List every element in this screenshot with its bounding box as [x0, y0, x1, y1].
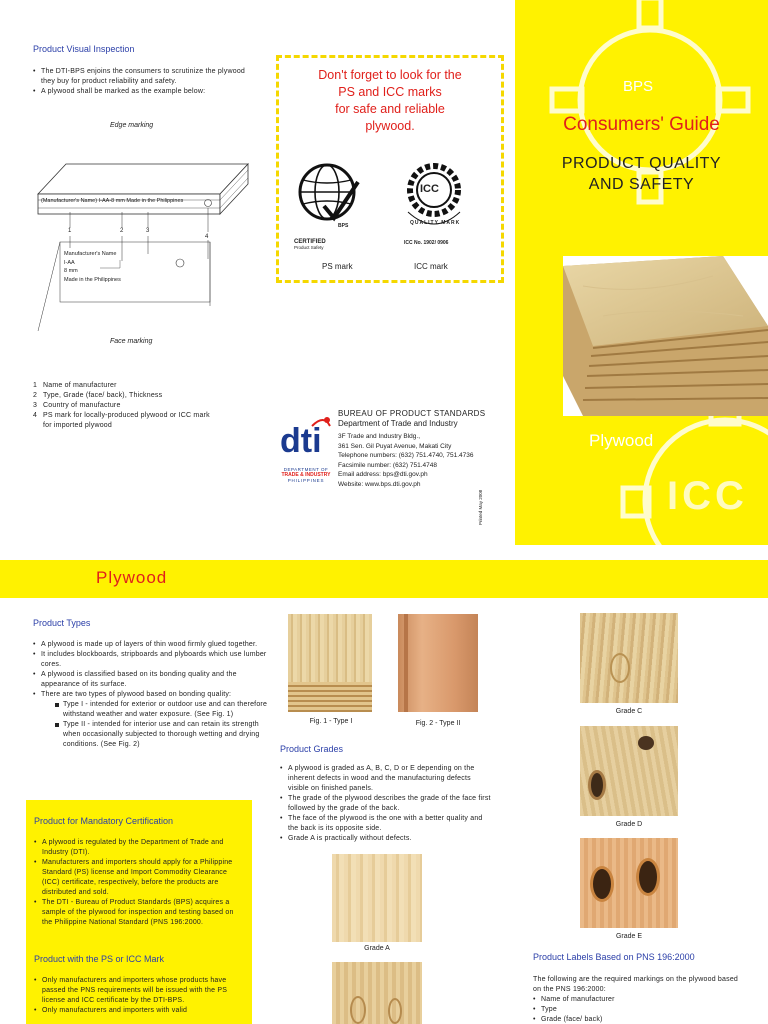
grade-e-photo — [580, 838, 678, 928]
product-grades-title: Product Grades — [280, 744, 344, 754]
list-item: • Type — [533, 1005, 743, 1015]
svg-text:dti: dti — [280, 422, 322, 460]
board-top — [38, 164, 248, 194]
list-item: • Grade (face/ back) — [533, 1015, 743, 1024]
grade-d-caption: Grade D — [615, 821, 643, 828]
list-item: • Only manufacturers and importers whose products have passed the PNS requirements will be issued with the PS license and ICC certificate by the DTI-BPS. — [34, 976, 244, 1006]
dti-logo-sub3: PHILIPPINES — [287, 478, 325, 483]
department-name: Department of Trade and Industry — [338, 419, 458, 428]
face-marking-label: Face marking — [110, 338, 153, 345]
legend-row: 2 Type, Grade (face/ back), Thickness — [33, 392, 163, 399]
plywood-marking-diagram — [30, 156, 250, 346]
fig1-photo — [288, 614, 372, 712]
edge-marking-label: Edge marking — [110, 122, 154, 129]
edge-number-4: 4 — [205, 234, 209, 240]
mandatory-title: Product for Mandatory Certification — [34, 816, 174, 826]
plywood-cover-label: Plywood — [589, 431, 654, 450]
icc-seal-ring-text: QUALITY MARK — [410, 220, 461, 226]
product-grades-list — [280, 764, 492, 844]
product-types-list — [33, 640, 269, 750]
product-labels-title: Product Labels Based on PNS 196:2000 — [533, 952, 695, 962]
grade-e-caption: Grade E — [615, 933, 643, 940]
ps-mark-label: PS mark — [322, 262, 353, 271]
face-marking-text: Manufacturer's Name I-AA 8 mm Made in the Philippines — [64, 251, 121, 283]
marking-legend — [33, 381, 248, 431]
list-item: • A plywood is regulated by the Department of Trade and Industry (DTI). — [34, 838, 244, 858]
visual-inspection-list — [33, 67, 247, 97]
legend-row: 1 Name of manufacturer — [33, 382, 117, 389]
legend-row: 3 Country of manufacture — [33, 402, 121, 409]
mandatory-list — [34, 838, 244, 928]
cover-panel — [515, 0, 768, 545]
list-item: Type II - intended for interior use and can retain its strength when occasionally subjected to thorough wetting and drying conditions. (See Fig. 2) — [55, 720, 269, 750]
list-item: • The grade of the plywood describes the grade of the face first followed by the grade of the back. — [280, 794, 492, 814]
reminder-text: Don't forget to look for the PS and ICC marks for safe and reliable plywood. — [318, 68, 462, 133]
visual-inspection-title: Product Visual Inspection — [33, 44, 135, 54]
fig1-caption: Fig. 1 - Type I — [309, 718, 353, 725]
list-item: Type I - intended for exterior or outdoor use and can therefore withstand weather and water exposure. (See Fig. 1) — [55, 700, 269, 720]
bps-watermark: BPS — [623, 78, 654, 95]
grade-d-photo — [580, 726, 678, 816]
grade-a-photo — [332, 854, 422, 942]
grade-a-caption: Grade A — [364, 945, 390, 952]
ps-seal-subtitle: Product Safety — [294, 245, 324, 250]
cover-title: Consumers' Guide — [563, 114, 720, 135]
edge-number-1: 1 — [68, 228, 72, 234]
printed-date: Printed May 2008 — [478, 489, 483, 525]
dti-address: 3F Trade and Industry Bldg., 361 Sen. Gil Puyat Avenue, Makati City Telephone numbers: (632) 751.4740, 751.4736 Facsimile number: (632) 751.4748 Email address: bps@dti.gov.ph Website: www.bps.dti.gov.ph — [338, 433, 474, 488]
list-item: • The DTI-BPS enjoins the consumers to scrutinize the plywood they buy for product reliability and safety. — [33, 67, 247, 87]
icc-seal-center: ICC — [420, 183, 439, 195]
ps-seal-certified: CERTIFIED — [294, 239, 326, 245]
list-item: • The DTI - Bureau of Product Standards (BPS) acquires a sample of the plywood for inspection and testing based on the Philippine National Standard (PNS 196:2000. — [34, 898, 244, 928]
list-item: • It includes blockboards, stripboards and plyboards which use lumber cores. — [33, 650, 269, 670]
list-item: • Name of manufacturer — [533, 995, 743, 1005]
plywood-banner — [0, 560, 768, 598]
list-item: • Manufacturers and importers should apply for a Philippine Standard (PS) license and Import Commodity Clearance (ICC) certificate, respectively, before the products are distributed and sold. — [34, 858, 244, 898]
list-item: • A plywood is made up of layers of thin wood firmly glued together. — [33, 640, 269, 650]
grade-b-photo — [332, 962, 422, 1024]
ps-mark-seal — [294, 160, 360, 252]
product-labels-intro: The following are the required markings on the plywood based on the PNS 196:2000: — [533, 976, 739, 993]
icc-watermark: ICC — [667, 474, 748, 518]
banner-title: Plywood — [96, 568, 168, 587]
grade-c-caption: Grade C — [615, 708, 643, 715]
mandatory-box — [26, 800, 252, 1024]
list-item: • A plywood shall be marked as the example below: — [33, 87, 247, 97]
list-item: • A plywood is graded as A, B, C, D or E depending on the inherent defects in wood and the manufacturing defects visible on finished panels. — [280, 764, 492, 794]
edge-number-2: 2 — [120, 228, 124, 234]
list-item: • The face of the plywood is the one with a better quality and the back is its opposite side. — [280, 814, 492, 834]
dti-logo-sub1: DEPARTMENT OF — [283, 467, 329, 472]
edge-text: (Manufacturer's Name) I-AA-8 mm Made in the Philippines — [41, 198, 184, 204]
product-types-title: Product Types — [33, 618, 91, 628]
list-item: • Grade A is practically without defects. — [280, 834, 492, 844]
plywood-stack-photo — [563, 256, 768, 416]
board-front — [38, 194, 220, 214]
icc-mark-seal — [398, 160, 470, 252]
legend-row: 4 PS mark for locally-produced plywood or ICC mark for imported plywood — [33, 412, 210, 429]
list-item: • Only manufacturers and importers with valid — [34, 1006, 244, 1016]
list-item: • A plywood is classified based on its bonding quality and the appearance of its surface. — [33, 670, 269, 690]
dti-logo-mark — [280, 412, 332, 462]
grade-c-photo — [580, 613, 678, 703]
list-item: • There are two types of plywood based on bonding quality: Type I - intended for exterior or outdoor use and can therefore withstand weather and water exposure. (See Fig. 1) Type II - intended for interior use and can retain its strength when occasionally subjected to thorough wetting and drying conditions. (See Fig. 2) — [33, 690, 269, 750]
product-labels-list — [533, 995, 743, 1024]
cover-subtitle: PRODUCT QUALITY AND SAFETY — [561, 155, 722, 193]
ps-seal-bps: BPS — [338, 223, 349, 229]
edge-number-3: 3 — [146, 228, 150, 234]
fig2-caption: Fig. 2 - Type II — [415, 720, 461, 727]
fig2-photo — [398, 614, 478, 712]
icc-mark-label: ICC mark — [414, 262, 448, 271]
icc-seal-number: ICC No. 1902/ 0906 — [404, 240, 449, 246]
ps-icc-list — [34, 976, 244, 1016]
face-mark-circle — [176, 259, 184, 267]
type-sublist — [55, 700, 269, 750]
dti-logo — [280, 412, 332, 482]
bureau-name: BUREAU OF PRODUCT STANDARDS — [338, 409, 486, 418]
dti-logo-sub2: TRADE & INDUSTRY — [281, 472, 331, 478]
globe-icon — [294, 160, 360, 232]
ps-icc-title: Product with the PS or ICC Mark — [34, 954, 165, 964]
